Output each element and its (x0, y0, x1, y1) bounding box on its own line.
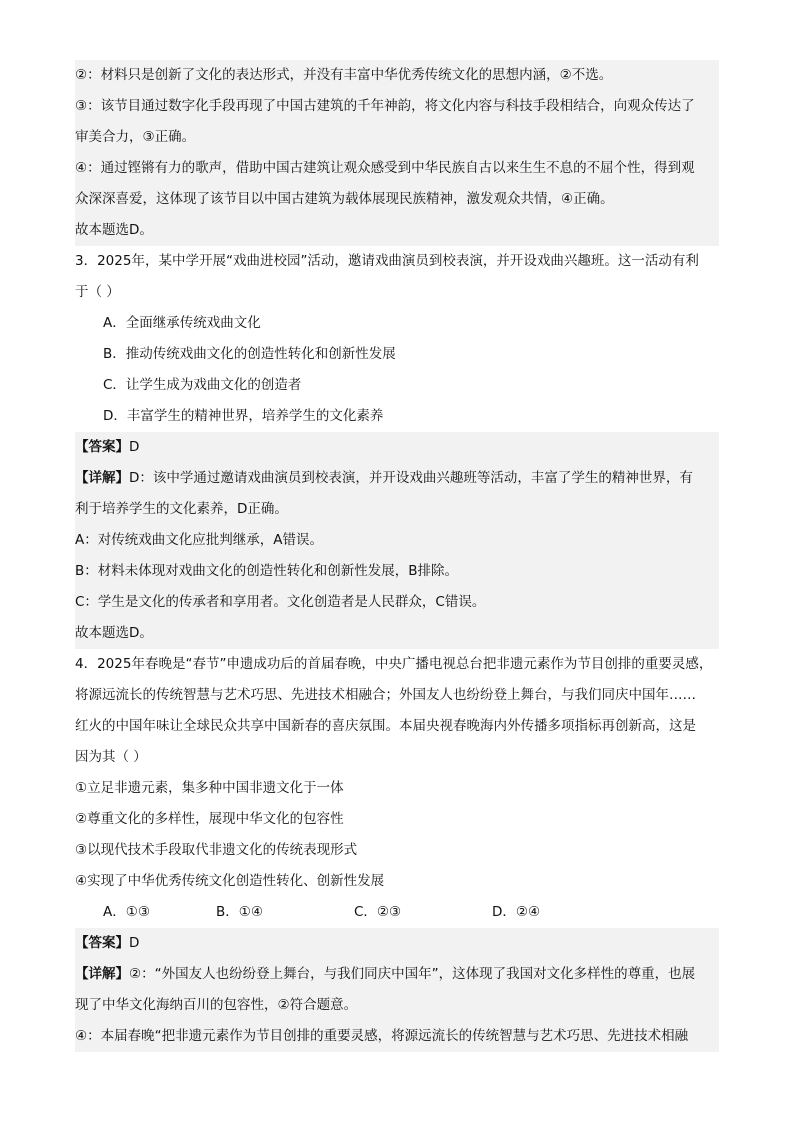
detail-line: 利于培养学生的文化素养，D正确。 (75, 501, 288, 517)
text-line: 众深深喜爱，这体现了该节目以中国古建筑为载体展现民族精神，激发观众共情，④正确。 (75, 191, 614, 207)
detail-line (75, 959, 719, 990)
detail-label: 【详解】 (75, 470, 129, 486)
question-stem: 3．2025年，某中学开展“戏曲进校园”活动，邀请戏曲演员到校表演，并开设戏曲兴趣班。这一活动有利 (75, 253, 699, 269)
text-line: ③：该节目通过数字化手段再现了中国古建筑的千年神韵，将文化内容与科技手段相结合，向观众传达了 (75, 98, 695, 114)
answer-value: D (129, 935, 140, 951)
answer-line (75, 928, 719, 959)
question-3 (75, 246, 719, 432)
choice-d: D．②④ (492, 904, 541, 920)
answer-label: 【答案】 (75, 935, 129, 951)
detail-line: B：材料未体现对戏曲文化的创造性转化和创新性发展，B排除。 (75, 563, 459, 579)
statement-2: ②尊重文化的多样性，展现中华文化的包容性 (75, 811, 344, 827)
statement-4: ④实现了中华优秀传统文化创造性转化、创新性发展 (75, 873, 385, 889)
statement-1: ①立足非遗元素，集多种中国非遗文化于一体 (75, 780, 344, 796)
detail-text: D：该中学通过邀请戏曲演员到校表演，并开设戏曲兴趣班等活动，丰富了学生的精神世界，有 (129, 470, 693, 486)
text-line: ④：通过铿锵有力的歌声，借助中国古建筑让观众感受到中华民族自古以来生生不息的不屈个性，得到观 (75, 160, 695, 176)
prev-question-explanation (75, 60, 719, 246)
question-stem: 于（ ） (75, 284, 120, 300)
choice-c: C．②③ (354, 904, 402, 920)
detail-line: A：对传统戏曲文化应批判继承，A错误。 (75, 532, 323, 548)
question-4 (75, 649, 719, 928)
option-d: D．丰富学生的精神世界，培养学生的文化素养 (103, 408, 384, 424)
detail-label: 【详解】 (75, 966, 129, 982)
question-stem: 将源远流长的传统智慧与艺术巧思、先进技术相融合；外国友人也纷纷登上舞台，与我们同庆中国年…… (75, 687, 696, 703)
question-stem: 因为其（ ） (75, 749, 147, 765)
text-line: ②：材料只是创新了文化的表达形式，并没有丰富中华优秀传统文化的思想内涵，②不选。 (75, 67, 613, 83)
option-b: B．推动传统戏曲文化的创造性转化和创新性发展 (103, 346, 396, 362)
answer-line (75, 432, 719, 463)
question-4-answer-block (75, 928, 719, 1052)
detail-line (75, 463, 719, 494)
option-a: A．全面继承传统戏曲文化 (103, 315, 261, 331)
text-line: 审美合力，③正确。 (75, 129, 196, 145)
detail-line: 故本题选D。 (75, 625, 153, 641)
detail-line: ④：本届春晚“把非遗元素作为节目创排的重要灵感，将源远流长的传统智慧与艺术巧思、先进技术相融 (75, 1028, 689, 1044)
statement-3: ③以现代技术手段取代非遗文化的传统表现形式 (75, 842, 358, 858)
question-3-answer-block (75, 432, 719, 649)
choice-b: B．①④ (216, 904, 263, 920)
option-c: C．让学生成为戏曲文化的创造者 (103, 377, 302, 393)
answer-label: 【答案】 (75, 439, 129, 455)
text-line: 故本题选D。 (75, 222, 153, 238)
page-content (75, 60, 719, 1052)
answer-value: D (129, 439, 140, 455)
question-stem: 红火的中国年味让全球民众共享中国新春的喜庆氛围。本届央视春晚海内外传播多项指标再创新高，这是 (75, 718, 696, 734)
detail-text: ②：“外国友人也纷纷登上舞台，与我们同庆中国年”，这体现了我国对文化多样性的尊重，也展 (129, 966, 696, 982)
detail-line: 现了中华文化海纳百川的包容性，②符合题意。 (75, 997, 358, 1013)
detail-line: C：学生是文化的传承者和享用者。文化创造者是人民群众，C错误。 (75, 594, 486, 610)
choice-a: A．①③ (103, 904, 150, 920)
question-stem: 4．2025年春晚是“春节”申遗成功后的首届春晚，中央广播电视总台把非遗元素作为节目创排的重要灵感， (75, 656, 713, 672)
choices-row (75, 897, 719, 928)
